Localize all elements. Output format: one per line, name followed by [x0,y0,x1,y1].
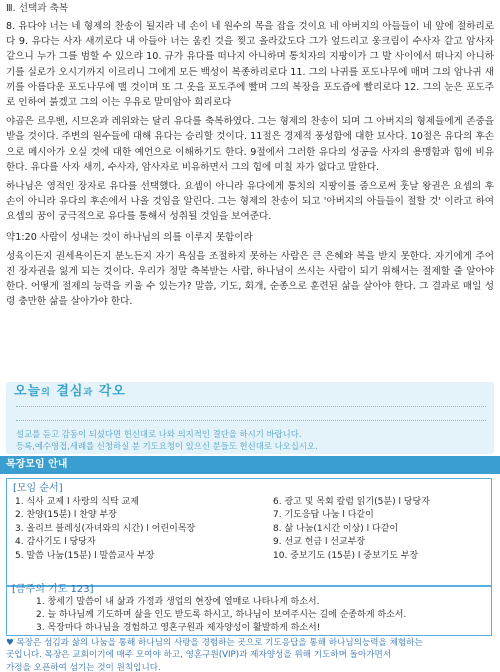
guide-title-bar: 목장모임 안내 [0,456,500,474]
commentary-paragraph-2: 하나님은 영적인 장자로 유다를 선택했다. 요셉이 아니라 유다에게 통치의 지팡이를 줌으로써 훗날 왕권은 요셉의 후손이 아니라 유다의 후손에서 나올 것임을 알린다. 그는 형제의 찬송이 되고 '아버지의 아들들이 절할 것' 이라고 하여 요셉의 꿈이 궁극적으로 유다를 통해서 성취될 것임을 보여준다. [6,181,494,223]
footer-line: 가정을 오픈하여 섬기는 것이 원칙입니다. [6,662,161,672]
footer-line: 곳입니다. 목장은 교회이기에 매주 모여야 하고, 영혼구원(VIP)과 제자양성을 위해 기도하며 돌아가면서 [6,650,392,661]
order-item: 2. 찬양(15분) l 찬양 부장 [15,510,117,521]
key-verse: 약1:20 사람이 성내는 것이 하나님의 의를 이루지 못함이라 [6,231,253,243]
order-item: 7. 기도응답 나눔 l 다같이 [273,510,374,521]
prayer-item: 3. 목장마다 하나님을 경험하고 영혼구원과 제자양성이 활발하게 하소서! [36,623,321,633]
order-right-column [273,496,430,563]
resolve-title: 오늘의 결심과 각오 [14,384,126,399]
writing-line[interactable] [16,406,486,407]
resolve-note-1: 설교를 듣고 감동이 되셨다면 헌신대로 나와 의지적인 결단을 하시기 바랍니다. [16,429,302,439]
prayer-item: 2. 늘 하나님께 기도하며 삶을 인도 받도록 하시고, 하나님이 보여주시는 길에 순종하게 하소서. [36,610,407,620]
prayer-item: 1. 창세기 말씀이 내 삶과 가정과 생업의 현장에 열매로 나타나게 하소서. [36,597,320,607]
commentary-paragraph-1: 야곱은 르우벤, 시므온과 레위와는 달리 유다를 축복하였다. 그는 형제의 찬송이 되며 그 아버지의 형제들에게 존중을 받을 것이다. 주변의 원수들에 대해 유다는 승리할 것이다. 11절은 경제적 풍성함에 대한 묘사다. 10절은 유다의 후손으로 메시아가 오실 것에 대한 예언으로 이해하기도 한다. 9절에서 그러한 유다의 성공을 사자의 용맹함과 힘에 비유한다. 유다를 사자 새끼, 수사자, 암사자로 비유하면서 그의 힘에 미칠 자가 없다고 말한다. [6,116,494,173]
resolve-box [6,382,494,454]
writing-line[interactable] [16,420,486,421]
order-item: 9. 선교 헌금 l 선교부장 [273,537,366,548]
section-heading: Ⅲ. 선택과 축복 [6,3,69,14]
order-item: 6. 광고 및 목회 칼럼 읽기(5분) l 당당자 [273,497,430,507]
resolve-note-2: 등록,예수영접,세례를 신청하실 분 기도요청이 있으신 분들도 헌신대로 나오십시오. [16,441,318,451]
order-item: 3. 올리브 블레싱(자녀와의 시간) l 어린이목장 [15,523,196,534]
meeting-order-title: [모임 순서] [13,483,63,494]
commentary-paragraph-3: 성육이든지 권세욕이든지 분노든지 자기 욕심을 조절하지 못하는 사람은 큰 은혜와 복을 받지 못한다. 자기에게 주어진 장자권을 잃게 되는 것이다. 우리가 정말 축복받는 사람, 하나님이 쓰시는 사람이 되기 위해서는 절제할 줄 알아야 한다. 어떻게 절제의 능력을 키울 수 있는가? 말씀, 기도, 회개, 순종으로 훈련된 삶을 살아야 한다. 그 결과로 매일 성령 충만한 삶을 살아가야 한다. [6,250,494,308]
order-item: 5. 말씀 나눔(15분) l 말씀교사 부장 [15,550,155,561]
weekly-prayer-title: [금주의 기도 123] [12,584,94,595]
footer-line: ♥ 목장은 섬김과 삶의 나눔을 통해 하나님의 사랑을 경험하는 곳으로 기도응답을 통해 하나님의능력을 체험하는 [6,638,423,648]
order-left-column [15,496,195,563]
order-item: 4. 감사기도 l 당당자 [15,537,96,548]
meeting-order-box [6,478,492,586]
order-item: 8. 삶 나눔(1시간 이상) l 다같이 [273,523,399,534]
order-item: 1. 식사 교제 l 사랑의 식탁 교제 [15,497,139,507]
scripture-passage: 8. 유다야 너는 네 형제의 찬송이 될지라 네 손이 네 원수의 목을 잡을 것이요 네 아버지의 아들들이 네 앞에 절하리로다 9. 유다는 사자 새끼로다 내 아들아 너는 움킨 것을 찢고 올라갔도다 그가 엎드리고 웅크림이 수사자 같고 암사자 같으니 누가 그를 범할 수 있으랴 10. 규가 유다를 떠나지 아니하며 통치자의 지팡이가 그 발 사이에서 떠나지 아니하기를 실로가 오시기까지 이르리니 그에게 모든 백성이 복종하리로다 11. 그의 나귀를 포도나무에 매며 그의 암나귀 새끼를 아름다운 포도나무에 맬 것이며 또 그 옷을 포도주에 빨며 그의 복장을 포도즙에 빨리로다 12. 그의 눈은 포도주로 인하여 붉겠고 그의 이는 우유로 말미암아 희리로다 [6,21,494,109]
footer-note [6,637,494,672]
order-item: 10. 중보기도 (15분) l 중보기도 부장 [273,550,419,561]
